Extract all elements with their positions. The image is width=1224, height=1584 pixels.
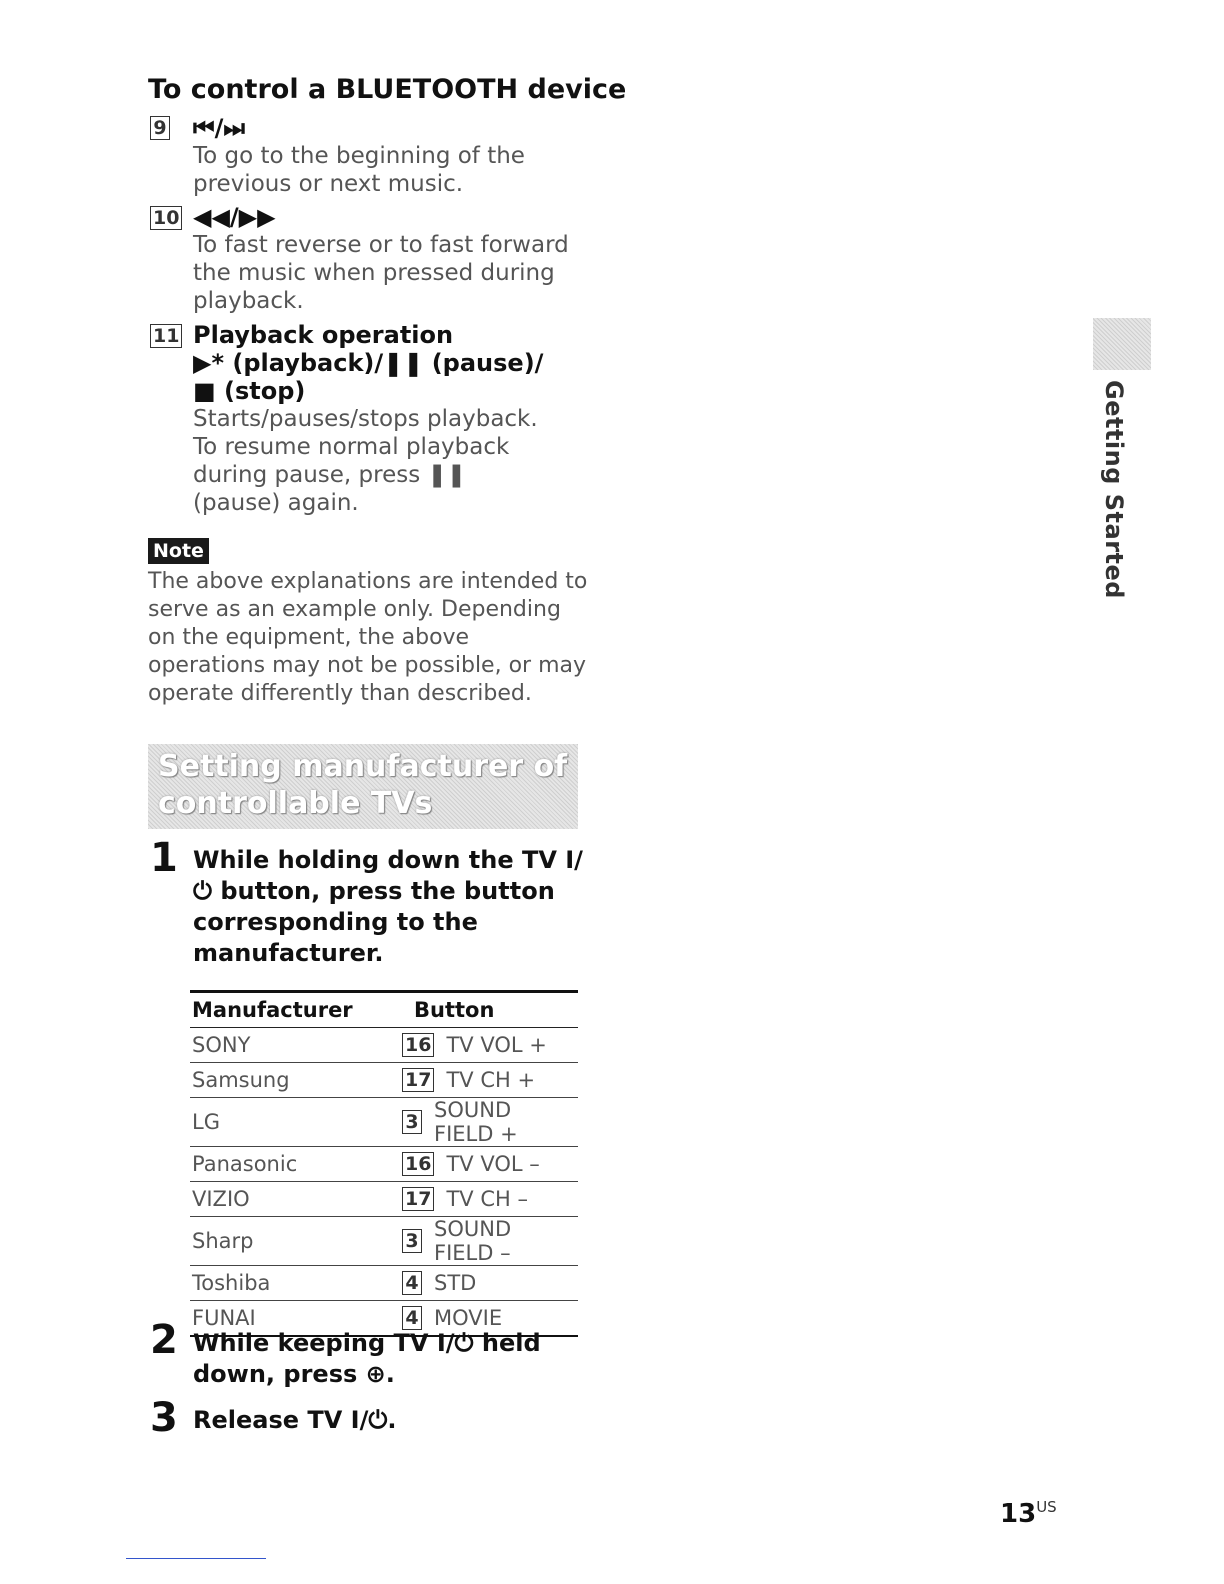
manufacturer-cell: LG [190, 1098, 400, 1147]
note-text: The above explanations are intended to serve as an example only. Depending on the equipment, the above operations may not be possible, or may operate differently than described. [148, 569, 588, 706]
item-description: To go to the beginning of the previous or next music. [193, 143, 525, 197]
table-row [190, 1147, 578, 1182]
button-number-badge: 17 [402, 1068, 434, 1092]
footer-line [126, 1558, 266, 1559]
step-number: 1 [150, 835, 178, 881]
manufacturer-cell: VIZIO [190, 1182, 400, 1217]
table-row [190, 1182, 578, 1217]
item-number-badge: 10 [150, 206, 182, 230]
button-number-badge: 17 [402, 1187, 434, 1211]
button-cell [400, 1028, 578, 1063]
step-text: While holding down the TV I/⏻ button, press the button corresponding to the manufacturer. [193, 846, 583, 967]
manufacturer-cell: FUNAI [192, 1306, 256, 1330]
section-heading: To control a BLUETOOTH device [148, 74, 627, 105]
button-cell [400, 1098, 578, 1147]
step-number: 2 [150, 1317, 178, 1363]
table-row [190, 1098, 578, 1147]
button-label: TV VOL – [446, 1152, 540, 1176]
table-header-row [190, 992, 578, 1028]
table-row [190, 1266, 578, 1301]
table-row [190, 1028, 578, 1063]
prev-next-icon: ⏮/⏭ [193, 114, 245, 142]
table-row [190, 1217, 578, 1266]
button-number-badge: 4 [402, 1271, 422, 1295]
manufacturer-cell: Samsung [190, 1063, 400, 1098]
button-cell [400, 1266, 578, 1301]
button-number-badge: 4 [402, 1306, 422, 1330]
rewind-forward-icon: ◀◀/▶▶ [193, 203, 276, 231]
button-label: SOUND FIELD – [434, 1217, 512, 1265]
item-number-badge: 9 [150, 116, 170, 140]
manufacturer-cell: Panasonic [190, 1147, 400, 1182]
item-description: To fast reverse or to fast forward the music when pressed during playback. [193, 232, 569, 314]
item-title-line2: ▶* (playback)/❚❚ (pause)/ [193, 349, 544, 377]
button-label: STD [434, 1271, 477, 1295]
side-tab-marker [1093, 318, 1151, 370]
item-description: Starts/pauses/stops playback. To resume normal playback during pause, press ❚❚ (pause) again. [193, 406, 538, 516]
item-title-line3: ■ (stop) [193, 377, 306, 405]
manufacturer-cell: Sharp [190, 1217, 400, 1266]
button-number-badge: 16 [402, 1033, 434, 1057]
section-banner [148, 744, 578, 829]
button-number-badge: 16 [402, 1152, 434, 1176]
step-text: Release TV I/⏻. [193, 1406, 397, 1434]
side-section-label: Getting Started [1100, 380, 1128, 599]
table-header: Button [400, 992, 578, 1028]
step-text: While keeping TV I/⏻ held down, press ⊕. [193, 1329, 541, 1388]
button-cell [400, 1063, 578, 1098]
table-row [190, 1063, 578, 1098]
button-label: TV CH + [446, 1068, 536, 1092]
banner-title: Setting manufacturer of controllable TVs [158, 749, 568, 821]
button-label: MOVIE [434, 1306, 503, 1330]
step-number: 3 [150, 1395, 178, 1441]
button-cell [400, 1217, 578, 1266]
manufacturer-cell: Toshiba [190, 1266, 400, 1301]
button-number-badge: 3 [402, 1229, 422, 1253]
button-label: TV CH – [446, 1187, 528, 1211]
button-number-badge: 3 [402, 1110, 422, 1134]
manufacturer-cell: SONY [190, 1028, 400, 1063]
button-cell [400, 1182, 578, 1217]
item-number-badge: 11 [150, 324, 182, 348]
page-number: $13^{US}$ [1000, 1498, 1057, 1529]
item-title: Playback operation [193, 321, 454, 349]
manufacturer-table [190, 990, 578, 1337]
button-label: SOUND FIELD + [434, 1098, 518, 1146]
button-cell [400, 1147, 578, 1182]
table-header: Manufacturer [190, 992, 400, 1028]
note-badge: Note [148, 538, 209, 564]
button-label: TV VOL + [446, 1033, 547, 1057]
